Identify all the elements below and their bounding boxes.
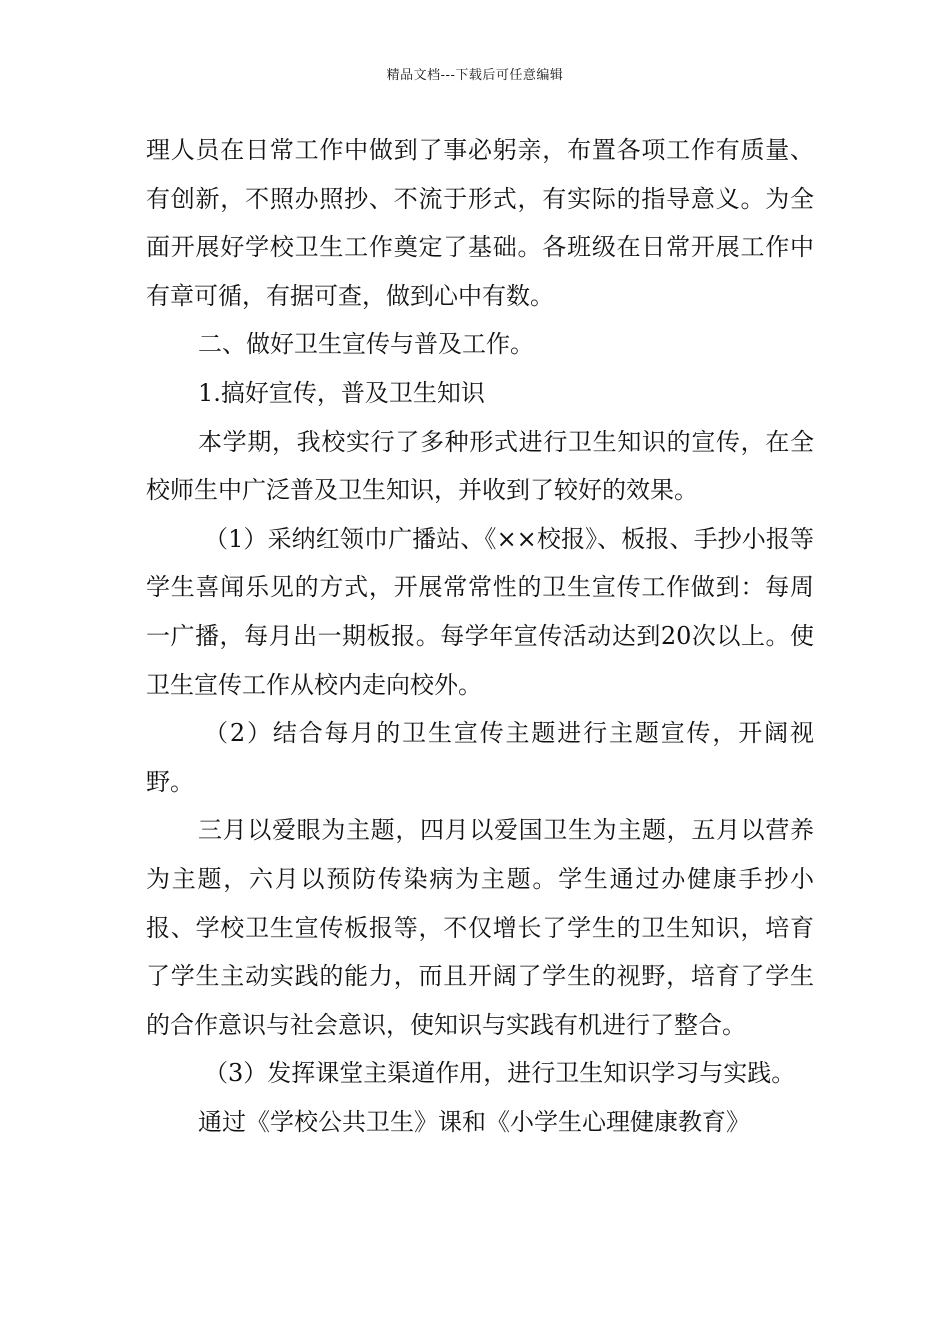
paragraph-item-2: （2）结合每月的卫生宣传主题进行主题宣传，开阔视野。 — [146, 719, 814, 796]
page-header: 精品文档---下载后可任意编辑 — [386, 68, 564, 83]
paragraph-item-1: （1）采纳红领巾广播站、《××校报》、板报、手抄小报等学生喜闻乐见的方式，开展常常性的卫生宣传工作做到：每周一广播，每月出一期板报。每学年宣传活动达到20次以上。使卫生宣传工作从校内走向校外。 — [146, 524, 814, 699]
paragraph-continuation: 理人员在日常工作中做到了事必躬亲，布置各项工作有质量、有创新，不照办照抄、不流于形式，有实际的指导意义。为全面开展好学校卫生工作奠定了基础。各班级在日常开展工作中有章可循，有据可查，做到心中有数。 — [146, 136, 814, 310]
paragraph-item-3: （3）发挥课堂主渠道作用，进行卫生知识学习与实践。 — [204, 1059, 796, 1088]
paragraph-publicity-intro: 本学期，我校实行了多种形式进行卫生知识的宣传，在全校师生中广泛普及卫生知识，并收到了较好的效果。 — [146, 427, 814, 505]
subsection-heading-1: 1.搞好宣传，普及卫生知识 — [198, 378, 485, 407]
paragraph-courses: 通过《学校公共卫生》课和《小学生心理健康教育》 — [198, 1107, 750, 1136]
paragraph-monthly-themes: 三月以爱眼为主题，四月以爱国卫生为主题，五月以营养为主题，六月以预防传染病为主题。学生通过办健康手抄小报、学校卫生宣传板报等，不仅增长了学生的卫生知识，培育了学生主动实践的能力，而且开阔了学生的视野，培育了学生的合作意识与社会意识，使知识与实践有机进行了整合。 — [146, 816, 814, 1039]
document-body — [146, 126, 814, 1146]
section-heading-2: 二、做好卫生宣传与普及工作。 — [198, 330, 534, 359]
